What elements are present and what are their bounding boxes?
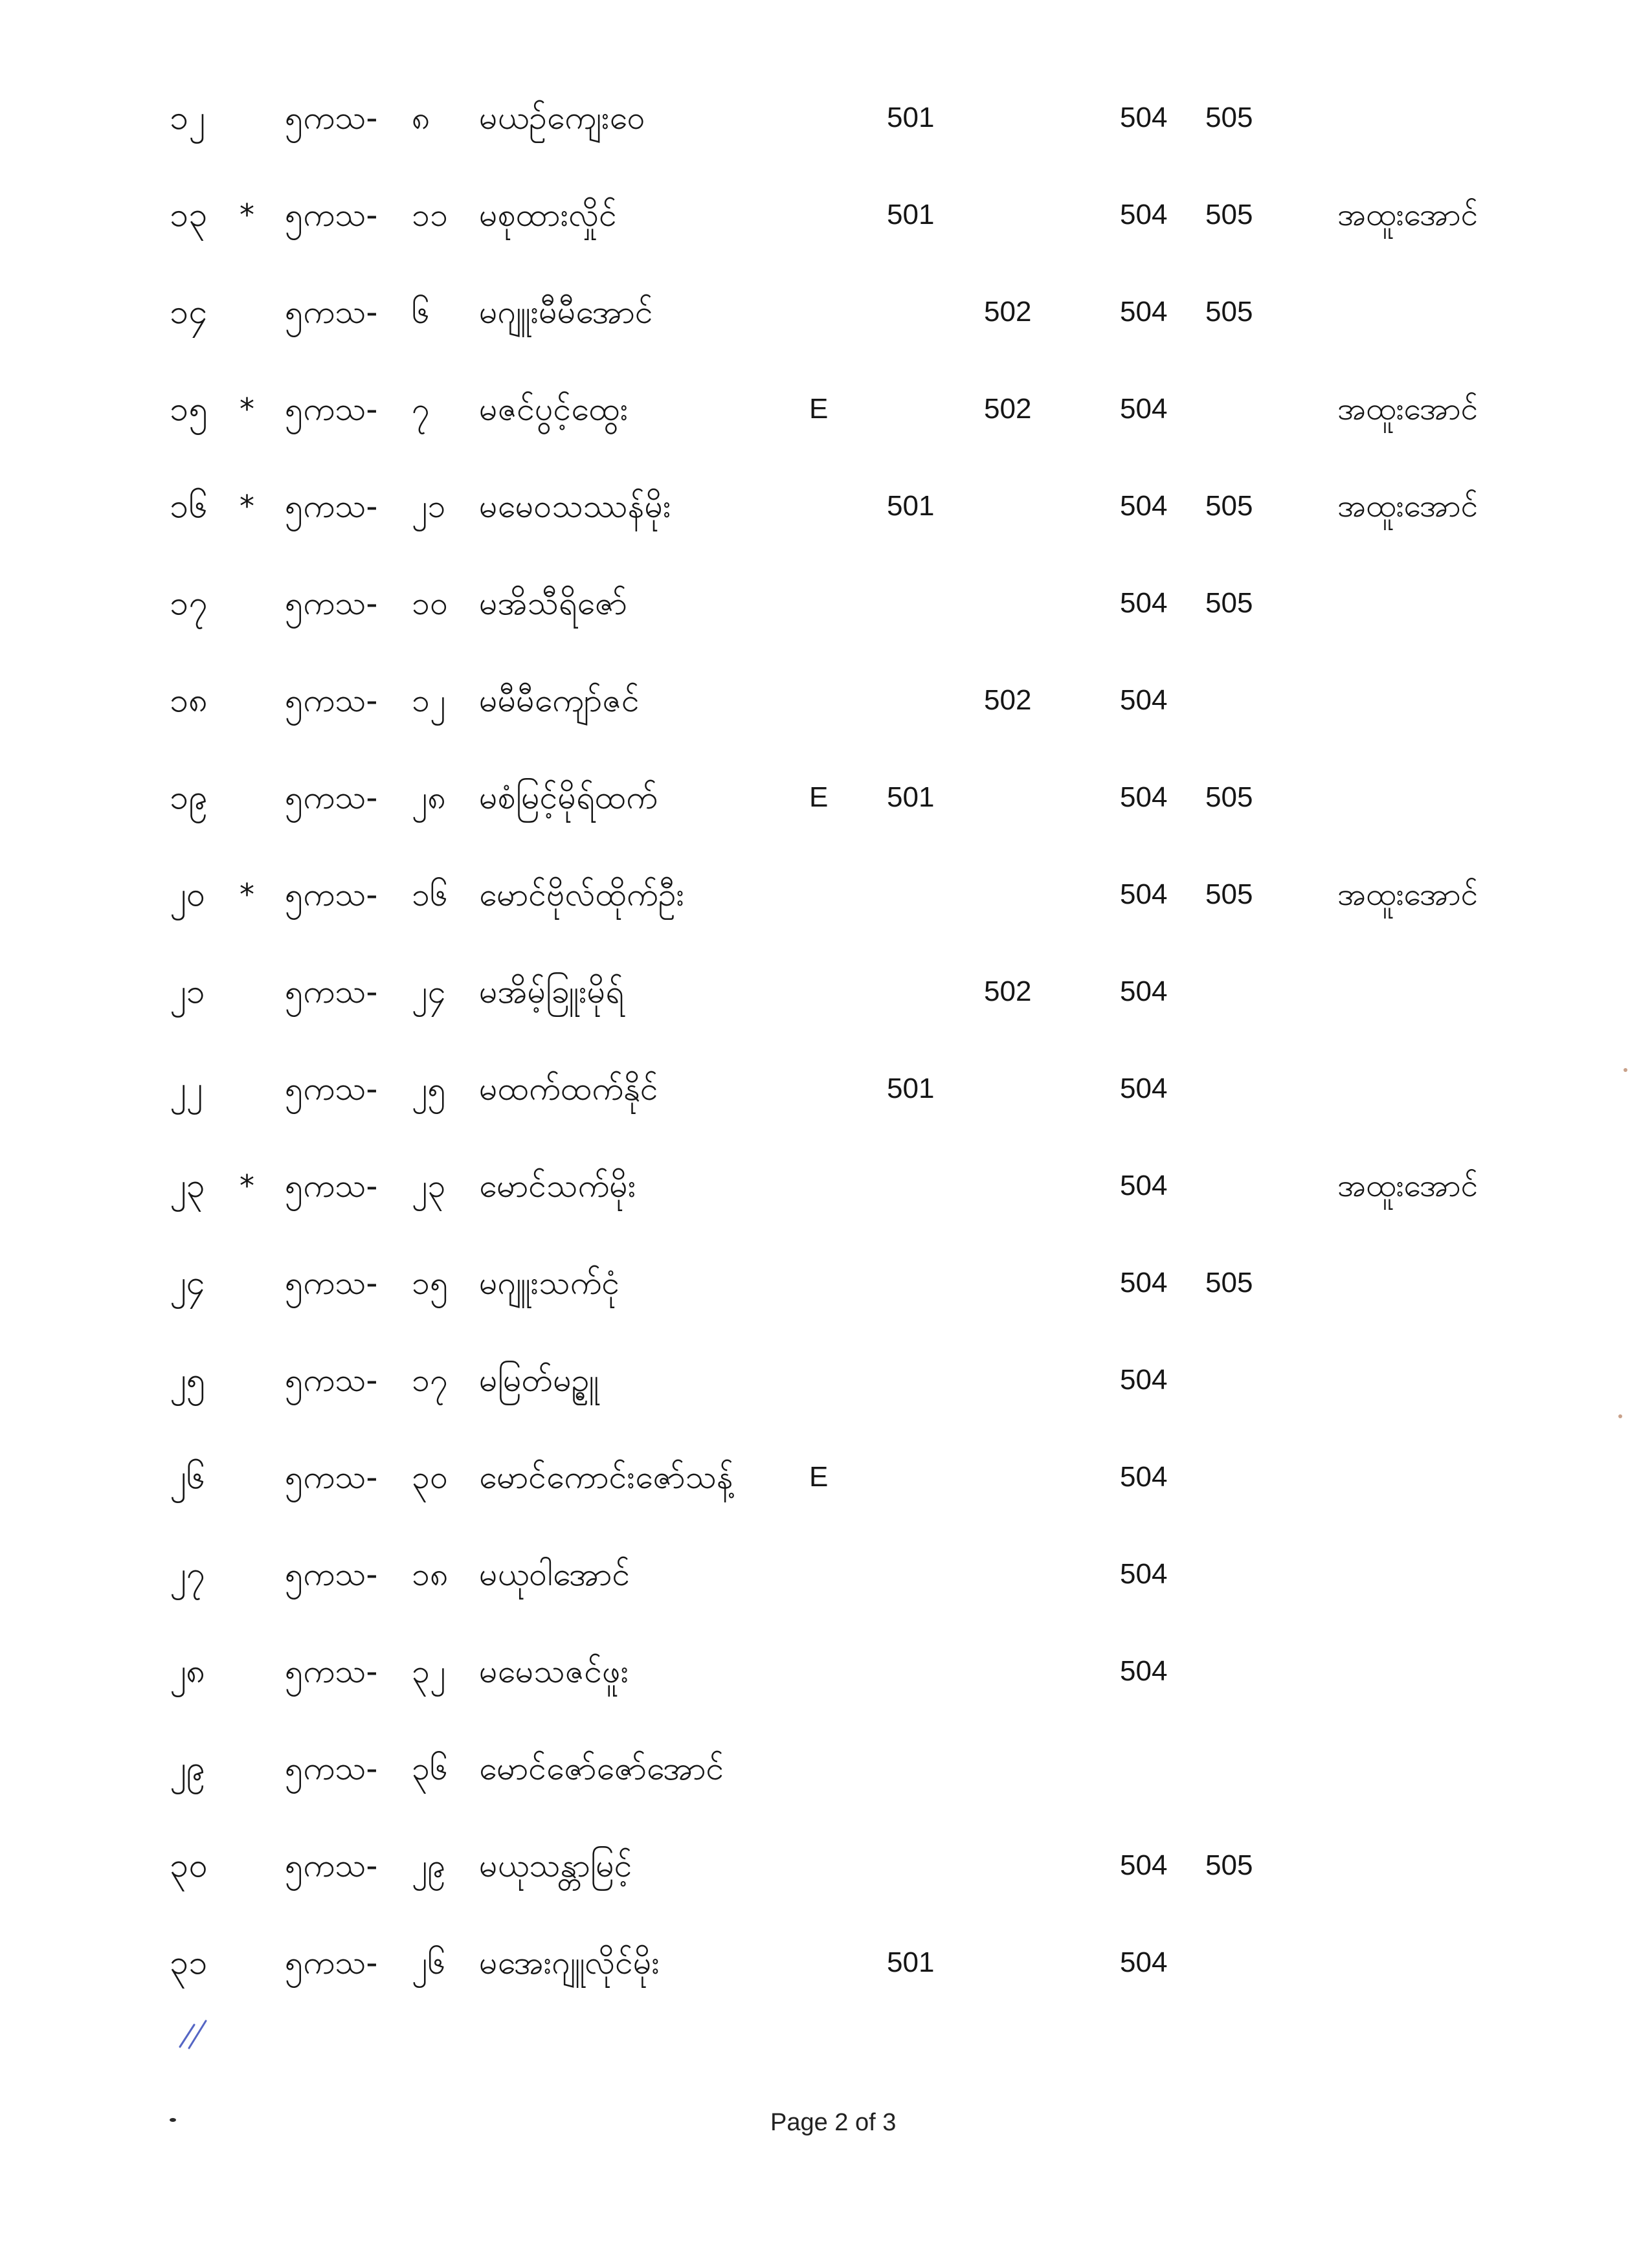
serial-number: ၂၈ bbox=[170, 1652, 206, 1691]
student-name: မယုဝါအောင် bbox=[479, 1555, 631, 1593]
scan-speck bbox=[170, 2118, 176, 2122]
distinction-label: အထူးအောင် bbox=[1337, 488, 1479, 524]
serial-number: ၁၉ bbox=[170, 778, 208, 817]
subject-504: 504 bbox=[1120, 1655, 1168, 1687]
student-name: မယုသန္တာမြင့် bbox=[479, 1847, 632, 1884]
subject-504: 504 bbox=[1120, 1849, 1168, 1881]
table-row bbox=[0, 1645, 1652, 1717]
subject-504: 504 bbox=[1120, 1558, 1168, 1590]
serial-number: ၁၇ bbox=[170, 584, 208, 623]
serial-number: ၃၁ bbox=[170, 1943, 208, 1982]
roll-number: ၁၅ bbox=[412, 1264, 449, 1302]
table-row bbox=[0, 1451, 1652, 1522]
page-number: Page 2 of 3 bbox=[770, 2109, 897, 2136]
serial-number: ၁၅ bbox=[170, 390, 208, 429]
serial-number: ၂၃ bbox=[170, 1166, 205, 1205]
class-code: ၅ကသ- bbox=[285, 1361, 378, 1399]
table-row bbox=[0, 1063, 1652, 1134]
class-code: ၅ကသ- bbox=[285, 1167, 378, 1205]
student-name: မောင်ကောင်းဇော်သန့် bbox=[479, 1458, 733, 1496]
roll-number: ၁၇ bbox=[412, 1361, 449, 1399]
serial-number: ၂၆ bbox=[170, 1458, 205, 1497]
subject-505: 505 bbox=[1205, 296, 1253, 328]
class-code: ၅ကသ- bbox=[285, 1653, 378, 1690]
table-row bbox=[0, 1937, 1652, 2008]
subject-501: 501 bbox=[887, 102, 935, 133]
class-code: ၅ကသ- bbox=[285, 1458, 378, 1496]
star-marker: * bbox=[240, 197, 254, 232]
subject-504: 504 bbox=[1120, 878, 1168, 910]
table-row bbox=[0, 1743, 1652, 1814]
table-row bbox=[0, 286, 1652, 357]
roll-number: ၈ bbox=[412, 99, 430, 137]
subject-504: 504 bbox=[1120, 296, 1168, 328]
subject-504: 504 bbox=[1120, 781, 1168, 813]
subject-505: 505 bbox=[1205, 199, 1253, 230]
roll-number: ၁၀ bbox=[412, 585, 449, 622]
subject-504: 504 bbox=[1120, 199, 1168, 230]
scan-speck bbox=[1624, 1068, 1627, 1072]
student-name: မမေဝသဿန်မိုး bbox=[479, 487, 671, 525]
student-name: မဂျူးမီမီအောင် bbox=[479, 293, 653, 331]
table-row bbox=[0, 189, 1652, 260]
serial-number: ၂၁ bbox=[170, 972, 205, 1011]
serial-number: ၁၃ bbox=[170, 195, 208, 234]
table-row bbox=[0, 92, 1652, 163]
table-row bbox=[0, 1354, 1652, 1425]
distinction-label: အထူးအောင် bbox=[1337, 391, 1479, 427]
table-row bbox=[0, 480, 1652, 552]
class-code: ၅ကသ- bbox=[285, 973, 378, 1010]
serial-number: ၂၂ bbox=[170, 1069, 203, 1108]
star-marker: * bbox=[240, 1168, 254, 1203]
table-row bbox=[0, 966, 1652, 1037]
table-row bbox=[0, 772, 1652, 843]
table-row bbox=[0, 577, 1652, 649]
roll-number: ၇ bbox=[412, 390, 430, 428]
subject-504: 504 bbox=[1120, 1461, 1168, 1493]
class-code: ၅ကသ- bbox=[285, 1555, 378, 1593]
student-name: မမေသဇင်ဖူး bbox=[479, 1653, 629, 1690]
roll-number: ၆ bbox=[412, 293, 430, 331]
scan-speck bbox=[1618, 1414, 1622, 1418]
serial-number: ၁၈ bbox=[170, 681, 208, 720]
roll-number: ၂၆ bbox=[412, 1944, 446, 1981]
student-name: မောင်ဇော်ဇော်အောင် bbox=[479, 1750, 724, 1787]
subject-505: 505 bbox=[1205, 587, 1253, 619]
star-marker: * bbox=[240, 489, 254, 524]
serial-number: ၂၀ bbox=[170, 875, 205, 914]
serial-number: ၁၂ bbox=[170, 98, 205, 137]
subject-505: 505 bbox=[1205, 490, 1253, 522]
class-code: ၅ကသ- bbox=[285, 779, 378, 816]
subject-501: 501 bbox=[887, 1946, 935, 1978]
class-code: ၅ကသ- bbox=[285, 487, 378, 525]
table-row bbox=[0, 383, 1652, 454]
student-name: မအိမ့်ခြူးမိုရ် bbox=[479, 973, 624, 1010]
roll-number: ၂၄ bbox=[412, 973, 446, 1010]
subject-505: 505 bbox=[1205, 1267, 1253, 1299]
distinction-label: အထူးအောင် bbox=[1337, 197, 1479, 233]
class-code: ၅ကသ- bbox=[285, 585, 378, 622]
subject-504: 504 bbox=[1120, 684, 1168, 716]
subject-504: 504 bbox=[1120, 1364, 1168, 1396]
serial-number: ၁၄ bbox=[170, 293, 208, 331]
roll-number: ၁၂ bbox=[412, 682, 446, 719]
class-code: ၅ကသ- bbox=[285, 390, 378, 428]
class-code: ၅ကသ- bbox=[285, 1944, 378, 1981]
class-code: ၅ကသ- bbox=[285, 1070, 378, 1108]
e-mark: E bbox=[809, 1461, 829, 1493]
star-marker: * bbox=[240, 877, 254, 912]
class-code: ၅ကသ- bbox=[285, 293, 378, 331]
serial-number: ၂၉ bbox=[170, 1749, 205, 1788]
subject-504: 504 bbox=[1120, 102, 1168, 133]
table-row bbox=[0, 1548, 1652, 1620]
student-name: မောင်သက်မိုး bbox=[479, 1167, 636, 1205]
subject-501: 501 bbox=[887, 490, 935, 522]
student-name: မအေးဂျူလိုင်မိုး bbox=[479, 1944, 660, 1981]
table-row bbox=[0, 1160, 1652, 1231]
subject-505: 505 bbox=[1205, 781, 1253, 813]
subject-504: 504 bbox=[1120, 587, 1168, 619]
roll-number: ၂၈ bbox=[412, 779, 447, 816]
subject-504: 504 bbox=[1120, 1073, 1168, 1104]
roll-number: ၂၉ bbox=[412, 1847, 446, 1884]
class-code: ၅ကသ- bbox=[285, 196, 378, 234]
class-code: ၅ကသ- bbox=[285, 99, 378, 137]
table-row bbox=[0, 1840, 1652, 1911]
subject-504: 504 bbox=[1120, 490, 1168, 522]
student-name: မအိသီရိဇော် bbox=[479, 585, 627, 622]
serial-number: ၂၄ bbox=[170, 1264, 205, 1302]
star-marker: * bbox=[240, 392, 254, 427]
table-row bbox=[0, 674, 1652, 746]
student-name: မစုထားလှိုင် bbox=[479, 196, 617, 234]
roll-number: ၂၅ bbox=[412, 1070, 446, 1108]
subject-505: 505 bbox=[1205, 878, 1253, 910]
roll-number: ၁၈ bbox=[412, 1555, 449, 1593]
student-name: မထက်ထက်နိုင် bbox=[479, 1070, 658, 1108]
subject-505: 505 bbox=[1205, 1849, 1253, 1881]
roll-number: ၃၂ bbox=[412, 1653, 446, 1690]
student-name: မမြတ်မဥ္ဓူ bbox=[479, 1361, 599, 1399]
subject-504: 504 bbox=[1120, 1267, 1168, 1299]
serial-number: ၁၆ bbox=[170, 487, 208, 526]
serial-number: ၂၅ bbox=[170, 1361, 205, 1399]
handwritten-tick-mark bbox=[175, 2007, 220, 2052]
class-code: ၅ကသ- bbox=[285, 876, 378, 913]
class-code: ၅ကသ- bbox=[285, 1264, 378, 1302]
subject-504: 504 bbox=[1120, 1946, 1168, 1978]
student-name: မစံမြင့်မိုရ်ထက် bbox=[479, 779, 658, 816]
roll-number: ၂၃ bbox=[412, 1167, 446, 1205]
e-mark: E bbox=[809, 781, 829, 813]
roll-number: ၂၁ bbox=[412, 487, 446, 525]
student-name: မဂျူးသက်ငုံ bbox=[479, 1264, 620, 1302]
subject-504: 504 bbox=[1120, 975, 1168, 1007]
student-name: မယဥ်ကျေးဝေ bbox=[479, 99, 645, 137]
subject-504: 504 bbox=[1120, 393, 1168, 425]
subject-501: 501 bbox=[887, 1073, 935, 1104]
student-name: မဇင်ပွင့်ထွေး bbox=[479, 390, 629, 428]
serial-number: ၃၀ bbox=[170, 1846, 208, 1885]
roll-number: ၁၁ bbox=[412, 196, 449, 234]
table-row bbox=[0, 869, 1652, 940]
table-row bbox=[0, 1257, 1652, 1328]
serial-number: ၂၇ bbox=[170, 1555, 205, 1594]
subject-501: 501 bbox=[887, 199, 935, 230]
student-name: မောင်ဗိုလ်ထိုက်ဦး bbox=[479, 876, 685, 913]
subject-505: 505 bbox=[1205, 102, 1253, 133]
distinction-label: အထူးအောင် bbox=[1337, 1168, 1479, 1204]
class-code: ၅ကသ- bbox=[285, 1750, 378, 1787]
distinction-label: အထူးအောင် bbox=[1337, 876, 1479, 913]
roll-number: ၃၀ bbox=[412, 1458, 449, 1496]
class-code: ၅ကသ- bbox=[285, 682, 378, 719]
subject-501: 501 bbox=[887, 781, 935, 813]
subject-502: 502 bbox=[984, 393, 1032, 425]
subject-502: 502 bbox=[984, 975, 1032, 1007]
subject-502: 502 bbox=[984, 684, 1032, 716]
student-name: မမီမီကျော်ဇင် bbox=[479, 682, 640, 719]
subject-502: 502 bbox=[984, 296, 1032, 328]
roll-number: ၁၆ bbox=[412, 876, 449, 913]
class-code: ၅ကသ- bbox=[285, 1847, 378, 1884]
e-mark: E bbox=[809, 393, 829, 425]
roll-number: ၃၆ bbox=[412, 1750, 449, 1787]
subject-504: 504 bbox=[1120, 1170, 1168, 1201]
